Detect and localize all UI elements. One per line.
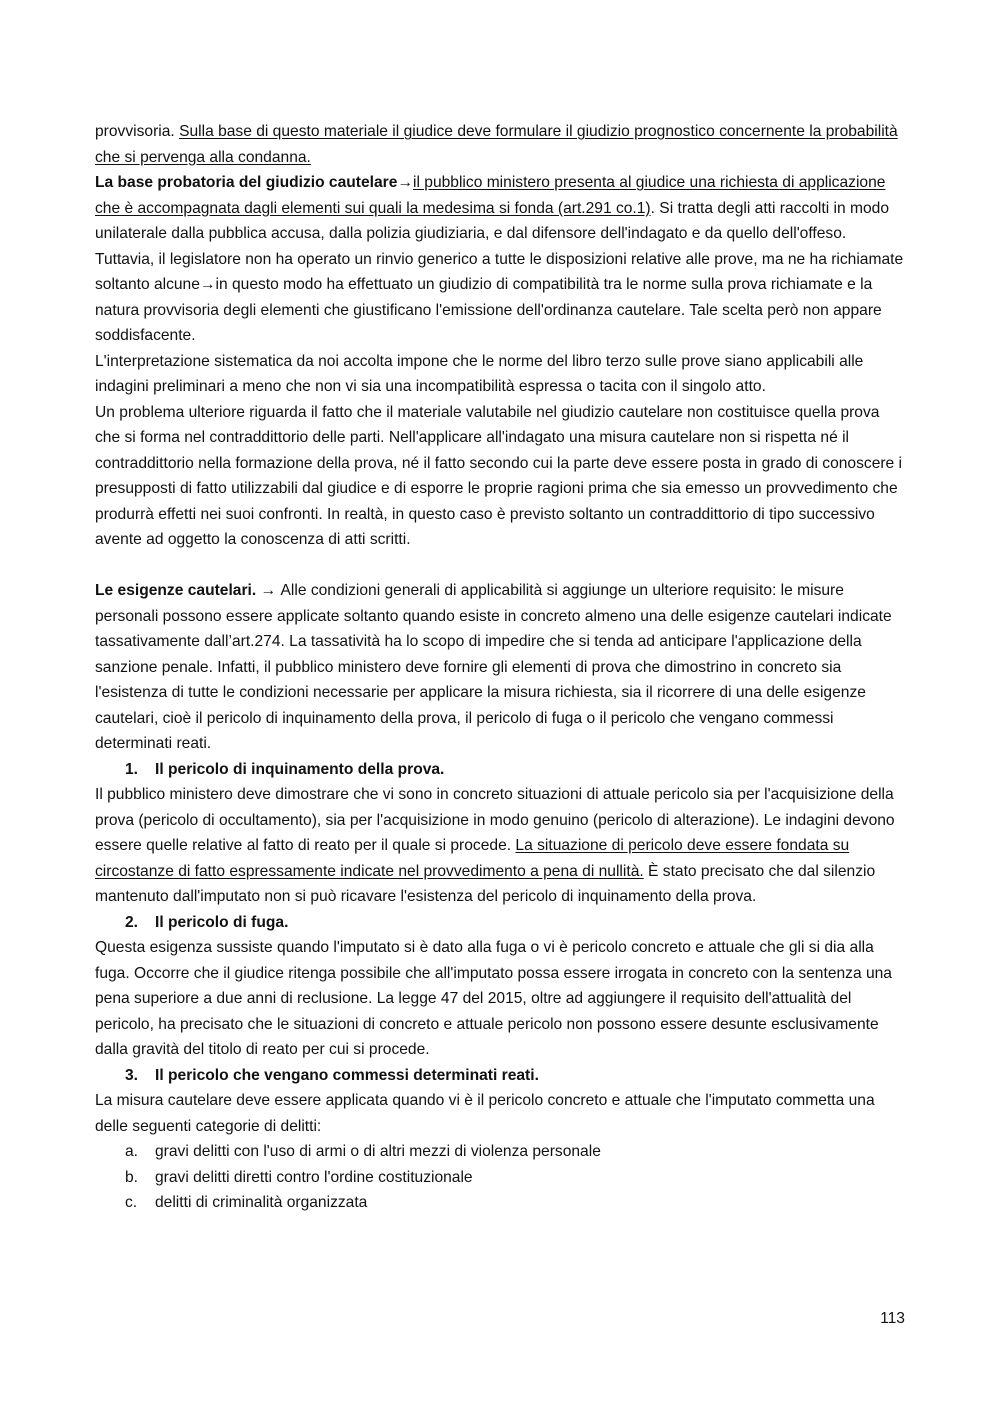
underlined-text: il pubblico ministero presenta al giudice una richiesta di applicazione che è accompagnata dagli elementi sui quali la medesima si fonda (art.291 co.1) bbox=[95, 174, 886, 217]
list-number: 2. bbox=[125, 913, 139, 931]
numbered-heading-2 bbox=[95, 910, 907, 936]
arrow-icon: → bbox=[199, 276, 216, 293]
list-item bbox=[95, 1190, 907, 1216]
underlined-text: Sulla base di questo materiale il giudice deve formulare il giudizio prognostico concernente la probabilità che si pervenga alla condanna. bbox=[95, 123, 898, 166]
paragraph-interpretazione: L'interpretazione sistematica da noi accolta impone che le norme del libro terzo sulle prove siano applicabili alle indagini preliminari a meno che non vi sia una incompatibilità espressa o tacita con il singolo atto. bbox=[95, 352, 864, 395]
numbered-heading-3 bbox=[95, 1063, 907, 1089]
numbered-heading-1 bbox=[95, 757, 907, 783]
list-item-text: gravi delitti con l'uso di armi o di altri mezzi di violenza personale bbox=[155, 1143, 601, 1160]
paragraph-esigenze-cautelari bbox=[95, 578, 907, 757]
list-letter: a. bbox=[125, 1143, 139, 1160]
paragraph-provvisoria bbox=[95, 119, 907, 170]
arrow-icon: → bbox=[256, 582, 281, 599]
page-number: 113 bbox=[880, 1310, 905, 1327]
text-run: Il pubblico ministero deve dimostrare che vi sono in concreto situazioni di attuale pericolo sia per l'acquisizione della prova (pericolo di occultamento), sia per l'acquisizione in modo genuino (pericolo di alterazione). Le indagini devono essere quelle relative al fatto di reato per il quale si procede. bbox=[95, 786, 895, 854]
underlined-text: La situazione di pericolo deve essere fondata su circostanze di fatto espressamente indicate nel provvedimento a pena di nullità. bbox=[95, 837, 850, 880]
paragraph-base-probatoria bbox=[95, 170, 907, 349]
section-heading: La base probatoria del giudizio cautelare bbox=[95, 174, 398, 191]
document-page bbox=[95, 119, 907, 1216]
list-heading-text: Il pericolo che vengano commessi determinati reati. bbox=[155, 1066, 539, 1084]
text-run: . Si tratta degli atti raccolti in modo unilaterale dalla pubblica accusa, dalla polizia giudiziaria, e dal difensore dell'indagato e da quello dell'offeso. Tuttavia, il legislatore non ha operato un rinvio generico a tutte le disposizioni relative alle prove, ma ne ha richiamate soltanto alcune bbox=[95, 199, 904, 293]
list-heading-text: Il pericolo di inquinamento della prova. bbox=[155, 760, 445, 778]
paragraph-inquinamento bbox=[95, 782, 907, 910]
text-run: È stato precisato che dal silenzio mantenuto dall'imputato non si può ricavare l'esistenza del pericolo di inquinamento della prova. bbox=[95, 862, 876, 905]
list-letter: c. bbox=[125, 1194, 138, 1211]
list-item-text: gravi delitti diretti contro l'ordine costituzionale bbox=[155, 1168, 473, 1186]
paragraph-fuga: Questa esigenza sussiste quando l'imputato si è dato alla fuga o vi è pericolo concreto e attuale che gli si dia alla fuga. Occorre che il giudice ritenga possibile che all'imputato possa essere irrogata in concreto con la sentenza una pena superiore a due anni di reclusione. La legge 47 del 2015, oltre ad aggiungere il requisito dell'attualità del pericolo, ha precisato che le situazioni di concreto e attuale pericolo non possono essere desunte esclusivamente dalla gravità del titolo di reato per cui si procede. bbox=[95, 939, 892, 1058]
section-heading: Le esigenze cautelari. bbox=[95, 582, 257, 599]
text-run: in questo modo ha effettuato un giudizio di compatibilità tra le norme sulla prova richiamate e la natura provvisoria degli elementi che giustificano l'emissione dell'ordinanza cautelare. Tale scelta però non appare soddisfacente. bbox=[95, 276, 882, 344]
list-item bbox=[95, 1165, 907, 1191]
text-run: provvisoria. bbox=[95, 123, 180, 140]
list-heading-text: Il pericolo di fuga. bbox=[155, 913, 289, 931]
paragraph-reati: La misura cautelare deve essere applicata quando vi è il pericolo concreto e attuale che l'imputato commetta una delle seguenti categorie di delitti: bbox=[95, 1092, 875, 1135]
text-run: Alle condizioni generali di applicabilità si aggiunge un ulteriore requisito: le misure personali possono essere applicate soltanto quando esiste in concreto almeno una delle esigenze cautelari indicate tassativamente dall’art.274. La tassatività ha lo scopo di impedire che si tenda ad anticipare l'applicazione della sanzione penale. Infatti, il pubblico ministero deve fornire gli elementi di prova che dimostrino in concreto sia l'esistenza di tutte le condizioni necessarie per applicare la misura richiesta, sia il ricorrere di una delle esigenze cautelari, cioè il pericolo di inquinamento della prova, il pericolo di fuga o il pericolo che vengano commessi determinati reati. bbox=[95, 582, 892, 752]
paragraph-problema-ulteriore: Un problema ulteriore riguarda il fatto che il materiale valutabile nel giudizio cautelare non costituisce quella prova che si forma nel contraddittorio delle parti. Nell'applicare all'indagato una misura cautelare non si rispetta né il contraddittorio nella formazione della prova, né il fatto secondo cui la parte deve essere posta in grado di conoscere i presupposti di fatto utilizzabili dal giudice e di esporre le proprie ragioni prima che sia emesso un provvedimento che produrrà effetti nei suoi confronti. In realtà, in questo caso è previsto soltanto un contraddittorio di tipo successivo avente ad oggetto la conoscenza di atti scritti. bbox=[95, 403, 903, 548]
list-letter: b. bbox=[125, 1168, 139, 1186]
list-number: 1. bbox=[125, 760, 139, 778]
blank-line bbox=[95, 553, 907, 579]
list-item bbox=[95, 1139, 907, 1165]
list-item-text: delitti di criminalità organizzata bbox=[155, 1194, 368, 1211]
list-number: 3. bbox=[125, 1066, 139, 1084]
arrow-icon: → bbox=[397, 174, 414, 191]
